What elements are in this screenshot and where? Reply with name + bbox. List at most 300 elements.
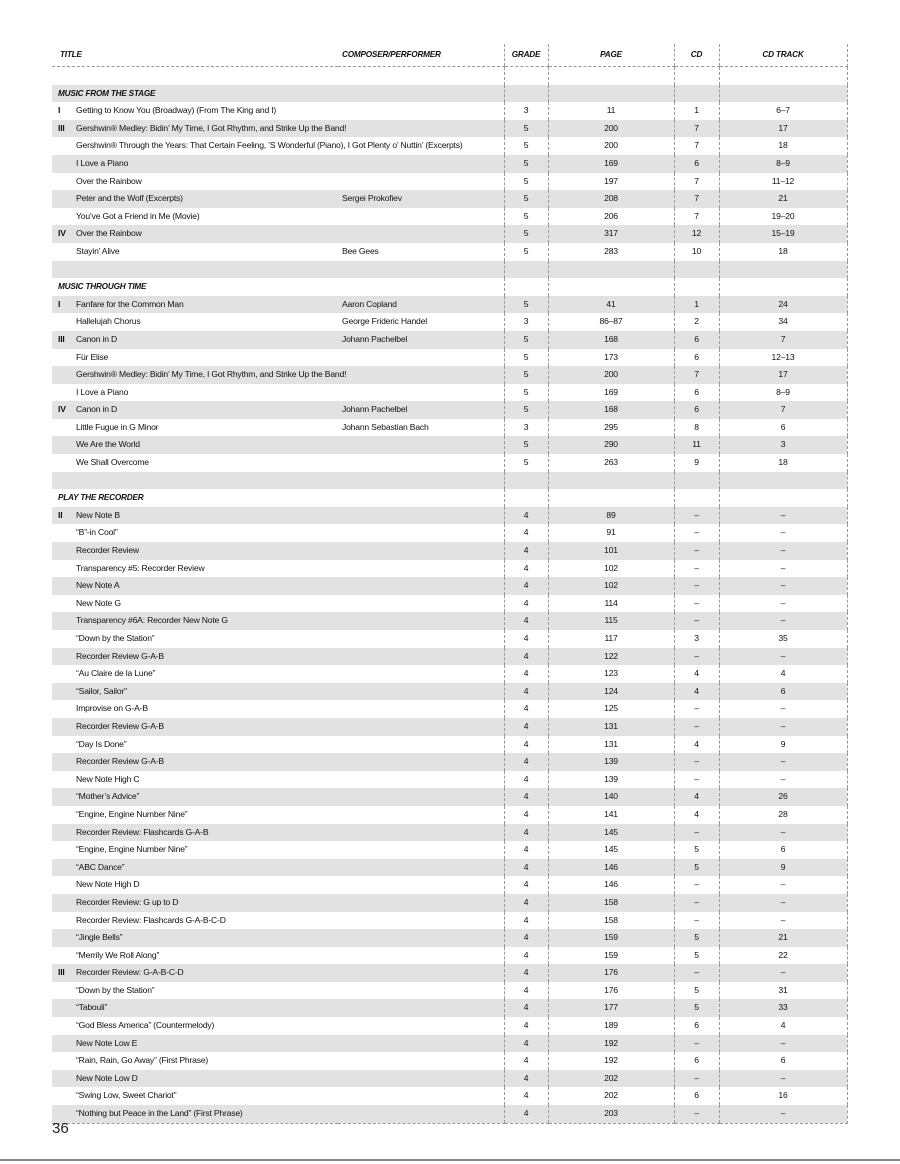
- page-cell: 11: [548, 102, 674, 120]
- composer-cell: [338, 753, 504, 771]
- track-cell: –: [719, 700, 847, 718]
- title-cell: [52, 665, 338, 683]
- song-title: “Mother’s Advice”: [76, 791, 140, 802]
- grade-cell: 4: [504, 982, 548, 1000]
- table-row: [52, 700, 847, 718]
- song-title: Für Elise: [76, 351, 109, 362]
- page-cell: 176: [548, 982, 674, 1000]
- grade-cell: 4: [504, 964, 548, 982]
- table-row: [52, 806, 847, 824]
- table-row: [52, 648, 847, 666]
- title-cell: [52, 1105, 338, 1123]
- grade-cell: 5: [504, 454, 548, 472]
- table-row: [52, 683, 847, 701]
- page-cell: 168: [548, 401, 674, 419]
- title-cell: [52, 894, 338, 912]
- title-cell: [52, 912, 338, 930]
- title-cell: [52, 454, 338, 472]
- cd-cell: 11: [674, 436, 719, 454]
- page-cell: 131: [548, 736, 674, 754]
- grade-cell: 4: [504, 788, 548, 806]
- composer-cell: [338, 173, 504, 191]
- composer-cell: Aaron Copland: [338, 296, 504, 314]
- page-cell: 206: [548, 208, 674, 226]
- section-title: MUSIC FROM THE STAGE: [52, 85, 338, 103]
- cd-cell: –: [674, 753, 719, 771]
- song-title: New Note Low D: [76, 1072, 138, 1083]
- table-row: [52, 1052, 847, 1070]
- track-cell: 18: [719, 243, 847, 261]
- page-cell: 122: [548, 648, 674, 666]
- track-cell: –: [719, 595, 847, 613]
- title-cell: [52, 542, 338, 560]
- grade-cell: 4: [504, 859, 548, 877]
- title-cell: [52, 771, 338, 789]
- song-title: Gershwin® Medley: Bidin’ My Time, I Got Rhythm, and Strike Up the Band!: [76, 369, 347, 380]
- song-title: New Note High C: [76, 773, 140, 784]
- cd-cell: 2: [674, 313, 719, 331]
- page-cell: 139: [548, 753, 674, 771]
- song-title: “ABC Dance”: [76, 861, 125, 872]
- table-row: [52, 824, 847, 842]
- page-cell: 200: [548, 366, 674, 384]
- song-title: Little Fugue in G Minor: [76, 421, 159, 432]
- track-cell: 33: [719, 999, 847, 1017]
- title-cell: [52, 824, 338, 842]
- cd-cell: 5: [674, 999, 719, 1017]
- grade-cell: 5: [504, 208, 548, 226]
- composer-cell: [338, 929, 504, 947]
- song-title: Canon in D: [76, 333, 117, 344]
- track-cell: –: [719, 718, 847, 736]
- table-row: [52, 349, 847, 367]
- page-cell: 140: [548, 788, 674, 806]
- cd-cell: 6: [674, 349, 719, 367]
- cd-cell: –: [674, 718, 719, 736]
- table-row: [52, 436, 847, 454]
- table-row: [52, 542, 847, 560]
- page-cell: 86–87: [548, 313, 674, 331]
- title-cell: [52, 331, 338, 349]
- track-cell: 12–13: [719, 349, 847, 367]
- cd-cell: 5: [674, 841, 719, 859]
- composer-cell: [338, 718, 504, 736]
- title-cell: [52, 947, 338, 965]
- page-cell: 200: [548, 120, 674, 138]
- composer-cell: [338, 436, 504, 454]
- grade-cell: 3: [504, 419, 548, 437]
- cd-cell: –: [674, 595, 719, 613]
- page-cell: 146: [548, 859, 674, 877]
- composer-cell: [338, 683, 504, 701]
- grade-cell: 4: [504, 736, 548, 754]
- composer-cell: [338, 912, 504, 930]
- song-title: “Engine, Engine Number Nine”: [76, 844, 188, 855]
- song-title: Hallelujah Chorus: [76, 316, 141, 327]
- composer-cell: [338, 806, 504, 824]
- section-blank: [719, 85, 847, 103]
- page-cell: 295: [548, 419, 674, 437]
- page-cell: 202: [548, 1070, 674, 1088]
- section-header-row: [52, 489, 847, 507]
- composer-cell: [338, 120, 504, 138]
- title-cell: [52, 401, 338, 419]
- track-cell: 7: [719, 331, 847, 349]
- grade-cell: 4: [504, 1087, 548, 1105]
- index-table-sheet: [52, 44, 847, 1124]
- title-cell: [52, 155, 338, 173]
- composer-cell: [338, 841, 504, 859]
- grade-cell: 5: [504, 155, 548, 173]
- spacer-cell: [548, 67, 674, 85]
- title-cell: [52, 683, 338, 701]
- song-title: “Merrily We Roll Along”: [76, 949, 160, 960]
- page-cell: 159: [548, 929, 674, 947]
- song-title: “God Bless America” (Countermelody): [76, 1020, 215, 1031]
- table-row: [52, 507, 847, 525]
- spacer-cell: [338, 472, 504, 490]
- table-row: [52, 454, 847, 472]
- cd-cell: 6: [674, 384, 719, 402]
- cd-cell: –: [674, 700, 719, 718]
- page-cell: 102: [548, 577, 674, 595]
- title-cell: [52, 1087, 338, 1105]
- composer-cell: [338, 595, 504, 613]
- page-cell: 169: [548, 155, 674, 173]
- song-title: New Note G: [76, 597, 121, 608]
- section-blank: [674, 278, 719, 296]
- song-title: Stayin’ Alive: [76, 245, 120, 256]
- table-row: [52, 560, 847, 578]
- cd-cell: –: [674, 964, 719, 982]
- composer-cell: [338, 155, 504, 173]
- track-cell: 8–9: [719, 155, 847, 173]
- table-body: [52, 67, 847, 1124]
- cd-cell: 5: [674, 859, 719, 877]
- grade-cell: 5: [504, 296, 548, 314]
- title-cell: [52, 999, 338, 1017]
- track-cell: –: [719, 1070, 847, 1088]
- table-row: [52, 982, 847, 1000]
- composer-cell: [338, 454, 504, 472]
- page-cell: 200: [548, 137, 674, 155]
- title-cell: [52, 173, 338, 191]
- grade-cell: 5: [504, 243, 548, 261]
- page-cell: 131: [548, 718, 674, 736]
- grade-cell: 4: [504, 648, 548, 666]
- col-header-page: PAGE: [548, 44, 674, 67]
- title-cell: [52, 700, 338, 718]
- table-row: [52, 912, 847, 930]
- spacer-cell: [674, 67, 719, 85]
- song-title: “Tabouli”: [76, 1002, 108, 1013]
- composer-cell: [338, 524, 504, 542]
- song-title: Recorder Review: G up to D: [76, 896, 179, 907]
- page-cell: 290: [548, 436, 674, 454]
- song-title: “Nothing but Peace in the Land” (First Phrase): [76, 1108, 243, 1119]
- composer-cell: [338, 1035, 504, 1053]
- composer-cell: [338, 876, 504, 894]
- grade-cell: 5: [504, 401, 548, 419]
- composer-cell: [338, 736, 504, 754]
- table-row: [52, 736, 847, 754]
- cd-cell: 7: [674, 120, 719, 138]
- composer-cell: [338, 648, 504, 666]
- page-cell: 168: [548, 331, 674, 349]
- page-number: 36: [52, 1120, 69, 1137]
- track-cell: 18: [719, 137, 847, 155]
- title-cell: [52, 612, 338, 630]
- table-row: [52, 753, 847, 771]
- cd-cell: 6: [674, 401, 719, 419]
- title-cell: [52, 190, 338, 208]
- song-title: Fanfare for the Common Man: [76, 298, 184, 309]
- title-cell: [52, 137, 463, 155]
- header-row: [52, 44, 847, 67]
- title-cell: [52, 208, 338, 226]
- track-cell: 16: [719, 1087, 847, 1105]
- section-blank: [548, 278, 674, 296]
- song-title: Recorder Review: Flashcards G-A-B: [76, 826, 209, 837]
- table-row: [52, 102, 847, 120]
- title-cell: [52, 225, 338, 243]
- table-row: [52, 665, 847, 683]
- composer-cell: [338, 700, 504, 718]
- composer-cell: [338, 1105, 504, 1123]
- song-title: “Jingle Bells”: [76, 932, 123, 943]
- song-title: We Shall Overcome: [76, 457, 149, 468]
- grade-cell: 4: [504, 595, 548, 613]
- song-title: Over the Rainbow: [76, 228, 142, 239]
- grade-cell: 4: [504, 665, 548, 683]
- song-title: “Sailor, Sailor”: [76, 685, 127, 696]
- song-title: Transparency #6A: Recorder New Note G: [76, 615, 228, 626]
- unit-number: I: [58, 105, 61, 116]
- grade-cell: 3: [504, 102, 548, 120]
- spacer-row: [52, 67, 847, 85]
- track-cell: –: [719, 964, 847, 982]
- track-cell: 6: [719, 683, 847, 701]
- grade-cell: 4: [504, 560, 548, 578]
- page-cell: 41: [548, 296, 674, 314]
- section-title: MUSIC THROUGH TIME: [58, 282, 147, 292]
- section-blank: [338, 85, 504, 103]
- page-cell: 101: [548, 542, 674, 560]
- title-cell: [52, 1017, 338, 1035]
- table-row: [52, 173, 847, 191]
- table-row: [52, 718, 847, 736]
- cd-cell: –: [674, 648, 719, 666]
- composer-cell: [338, 947, 504, 965]
- track-cell: 6–7: [719, 102, 847, 120]
- track-cell: 35: [719, 630, 847, 648]
- cd-cell: –: [674, 1035, 719, 1053]
- composer-cell: [338, 102, 504, 120]
- spacer-cell: [719, 261, 847, 279]
- table-row: [52, 947, 847, 965]
- track-cell: 21: [719, 929, 847, 947]
- col-header-title: TITLE: [52, 44, 338, 67]
- composer-cell: [338, 225, 504, 243]
- section-blank: [719, 278, 847, 296]
- title-cell: [52, 718, 338, 736]
- table-row: [52, 771, 847, 789]
- cd-cell: 6: [674, 155, 719, 173]
- spacer-cell: [504, 67, 548, 85]
- song-title: “Down by the Station”: [76, 984, 155, 995]
- table-row: [52, 384, 847, 402]
- track-cell: –: [719, 648, 847, 666]
- title-cell: [52, 648, 338, 666]
- page-cell: 202: [548, 1087, 674, 1105]
- grade-cell: 4: [504, 507, 548, 525]
- page-cell: 197: [548, 173, 674, 191]
- spacer-cell: [719, 472, 847, 490]
- section-blank: [548, 85, 674, 103]
- spacer-cell: [338, 261, 504, 279]
- spacer-cell: [548, 472, 674, 490]
- song-title: I Love a Piano: [76, 386, 129, 397]
- table-row: [52, 788, 847, 806]
- track-cell: –: [719, 894, 847, 912]
- track-cell: 28: [719, 806, 847, 824]
- song-title: “Engine, Engine Number Nine”: [76, 808, 188, 819]
- unit-number: IV: [58, 228, 66, 239]
- title-cell: [52, 929, 338, 947]
- track-cell: 18: [719, 454, 847, 472]
- spacer-row: [52, 472, 847, 490]
- table-row: [52, 841, 847, 859]
- cd-cell: 6: [674, 1087, 719, 1105]
- section-blank: [338, 489, 504, 507]
- grade-cell: 4: [504, 1070, 548, 1088]
- spacer-row: [52, 261, 847, 279]
- page-cell: 102: [548, 560, 674, 578]
- grade-cell: 4: [504, 718, 548, 736]
- title-cell: [52, 560, 338, 578]
- song-title: New Note A: [76, 580, 120, 591]
- cd-cell: –: [674, 577, 719, 595]
- track-cell: 3: [719, 436, 847, 454]
- title-cell: [52, 736, 338, 754]
- composer-cell: [338, 366, 504, 384]
- track-cell: 6: [719, 841, 847, 859]
- composer-cell: [338, 894, 504, 912]
- composer-cell: [338, 612, 504, 630]
- grade-cell: 4: [504, 683, 548, 701]
- cd-cell: 4: [674, 736, 719, 754]
- song-title: Peter and the Wolf (Excerpts): [76, 193, 183, 204]
- title-cell: [52, 524, 338, 542]
- grade-cell: 4: [504, 824, 548, 842]
- cd-cell: 6: [674, 1052, 719, 1070]
- section-blank: [548, 489, 674, 507]
- song-title: “Rain, Rain, Go Away” (First Phrase): [76, 1055, 209, 1066]
- track-cell: 26: [719, 788, 847, 806]
- track-cell: 22: [719, 947, 847, 965]
- grade-cell: 4: [504, 912, 548, 930]
- composer-cell: [338, 630, 504, 648]
- track-cell: 9: [719, 736, 847, 754]
- table-row: [52, 1105, 847, 1123]
- song-title: Recorder Review G-A-B: [76, 720, 164, 731]
- title-cell: [52, 1035, 338, 1053]
- composer-cell: Sergei Prokofiev: [338, 190, 504, 208]
- grade-cell: 5: [504, 384, 548, 402]
- page-cell: 189: [548, 1017, 674, 1035]
- table-row: [52, 612, 847, 630]
- song-title: “Down by the Station”: [76, 633, 155, 643]
- section-blank: [674, 85, 719, 103]
- page-cell: 146: [548, 876, 674, 894]
- cd-cell: 7: [674, 190, 719, 208]
- page-cell: 145: [548, 824, 674, 842]
- track-cell: 4: [719, 1017, 847, 1035]
- grade-cell: 4: [504, 771, 548, 789]
- grade-cell: 3: [504, 313, 548, 331]
- cd-cell: 4: [674, 683, 719, 701]
- cd-cell: –: [674, 912, 719, 930]
- grade-cell: 5: [504, 349, 548, 367]
- song-title: Gershwin® Medley: Bidin’ My Time, I Got Rhythm, and Strike Up the Band!: [76, 122, 347, 133]
- cd-cell: 4: [674, 788, 719, 806]
- cd-cell: 12: [674, 225, 719, 243]
- section-title: PLAY THE RECORDER: [58, 493, 144, 503]
- song-title: New Note Low E: [76, 1037, 138, 1048]
- col-header-composer: COMPOSER/PERFORMER: [338, 44, 504, 67]
- song-title: Recorder Review G-A-B: [76, 756, 164, 767]
- table-row: [52, 1017, 847, 1035]
- track-cell: –: [719, 876, 847, 894]
- title-cell: [52, 806, 338, 824]
- song-title: Recorder Review: [76, 545, 139, 556]
- grade-cell: 4: [504, 947, 548, 965]
- page-cell: 124: [548, 683, 674, 701]
- grade-cell: 4: [504, 630, 548, 648]
- table-row: [52, 331, 847, 349]
- song-title: Canon in D: [76, 404, 117, 415]
- song-title: New Note B: [76, 509, 120, 520]
- spacer-cell: [504, 261, 548, 279]
- title-cell: [52, 120, 347, 138]
- composer-cell: [338, 999, 504, 1017]
- col-header-cd: CD: [674, 44, 719, 67]
- grade-cell: 5: [504, 331, 548, 349]
- grade-cell: 4: [504, 1035, 548, 1053]
- track-cell: 34: [719, 313, 847, 331]
- grade-cell: 4: [504, 999, 548, 1017]
- section-blank: [338, 278, 504, 296]
- grade-cell: 4: [504, 894, 548, 912]
- title-cell: [52, 366, 347, 384]
- page-cell: 203: [548, 1105, 674, 1123]
- composer-cell: [338, 577, 504, 595]
- song-title: Recorder Review G-A-B: [76, 650, 164, 661]
- cd-cell: –: [674, 1105, 719, 1123]
- grade-cell: 4: [504, 929, 548, 947]
- grade-cell: 4: [504, 1052, 548, 1070]
- cd-cell: 7: [674, 366, 719, 384]
- table-row: [52, 894, 847, 912]
- grade-cell: 5: [504, 225, 548, 243]
- grade-cell: 5: [504, 120, 548, 138]
- unit-number: III: [58, 967, 65, 978]
- track-cell: 21: [719, 190, 847, 208]
- song-title: “Day Is Done”: [76, 738, 127, 749]
- page-cell: 173: [548, 349, 674, 367]
- title-cell: [52, 964, 338, 982]
- track-cell: 17: [719, 120, 847, 138]
